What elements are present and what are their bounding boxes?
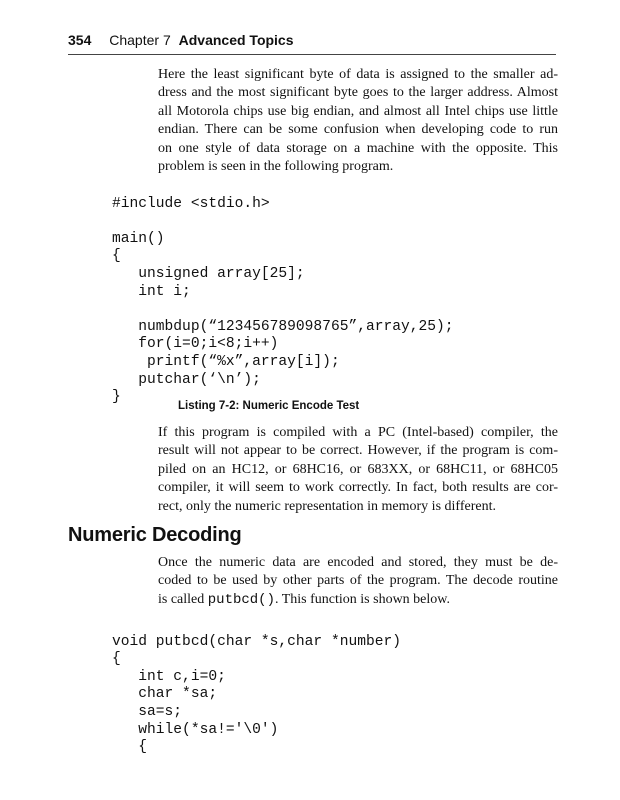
text-line: all Motorola chips use big endian, and almost all Intel chips use little	[158, 103, 558, 119]
listing-caption: Listing 7-2: Numeric Encode Test	[178, 400, 360, 412]
code-listing-numeric-encode	[112, 178, 454, 424]
section-heading: Numeric Decoding	[68, 524, 242, 546]
code-listing-putbcd	[112, 616, 401, 774]
text-line: rect, only the numeric representation in memory is different.	[158, 498, 496, 514]
chapter-topic: Advanced Topics	[178, 32, 294, 48]
result-paragraph	[158, 424, 558, 516]
text-line: Here the least significant byte of data is assigned to the smaller ad-	[158, 67, 558, 82]
text-line: coded to be used by other parts of the program. The decode routine	[158, 573, 558, 589]
code-line	[112, 301, 454, 319]
decoding-paragraph	[158, 554, 558, 609]
page-number: 354	[68, 32, 92, 48]
text-line: If this program is compiled with a PC (Intel-based) compiler, the	[158, 425, 558, 440]
code-line: #include <stdio.h>	[112, 195, 270, 212]
chapter-label: Chapter 7	[109, 32, 171, 48]
code-line: numbdup(“123456789098765”,array,25);	[112, 318, 454, 335]
text-line: dress and the most significant byte goes to the larger address. Almost	[158, 85, 558, 101]
code-line: void putbcd(char *s,char *number)	[112, 633, 402, 650]
page-header	[68, 32, 556, 55]
code-line: {	[112, 651, 121, 668]
text-line: result will not appear to be correct. However, if the program is com-	[158, 443, 558, 459]
inline-code: putbcd()	[207, 591, 275, 608]
text-line: compiler, it will seem to work correctly. In fact, both results are cor-	[158, 480, 558, 496]
text-line	[158, 591, 558, 609]
code-line: unsigned array[25];	[112, 265, 305, 282]
text-line: problem is seen in the following program.	[158, 159, 394, 175]
code-line: while(*sa!='\0')	[112, 721, 279, 738]
code-line: for(i=0;i<8;i++)	[112, 336, 279, 353]
code-line: putchar(‘\n’);	[112, 371, 261, 388]
code-line: main()	[112, 230, 165, 247]
text-line: Once the numeric data are encoded and stored, they must be de-	[158, 555, 558, 570]
text-fragment: . This function is shown below.	[274, 591, 450, 607]
code-line: {	[112, 739, 148, 756]
code-line: char *sa;	[112, 686, 218, 703]
text-line: piled on an HC12, or 68HC16, or 683XX, or 68HC11, or 68HC05	[158, 461, 558, 477]
code-line: {	[112, 248, 121, 265]
intro-paragraph	[158, 66, 558, 176]
code-line: }	[112, 389, 121, 406]
code-line: int c,i=0;	[112, 668, 226, 685]
code-line: sa=s;	[112, 703, 183, 720]
text-line: on one style of data storage on a machine with the opposite. This	[158, 140, 558, 156]
text-fragment: is called	[158, 591, 208, 607]
code-line: int i;	[112, 283, 191, 300]
code-line: printf(“%x”,array[i]);	[112, 353, 340, 370]
text-line: endian. There can be some confusion when developing code to run	[158, 122, 558, 138]
code-line	[112, 213, 454, 231]
